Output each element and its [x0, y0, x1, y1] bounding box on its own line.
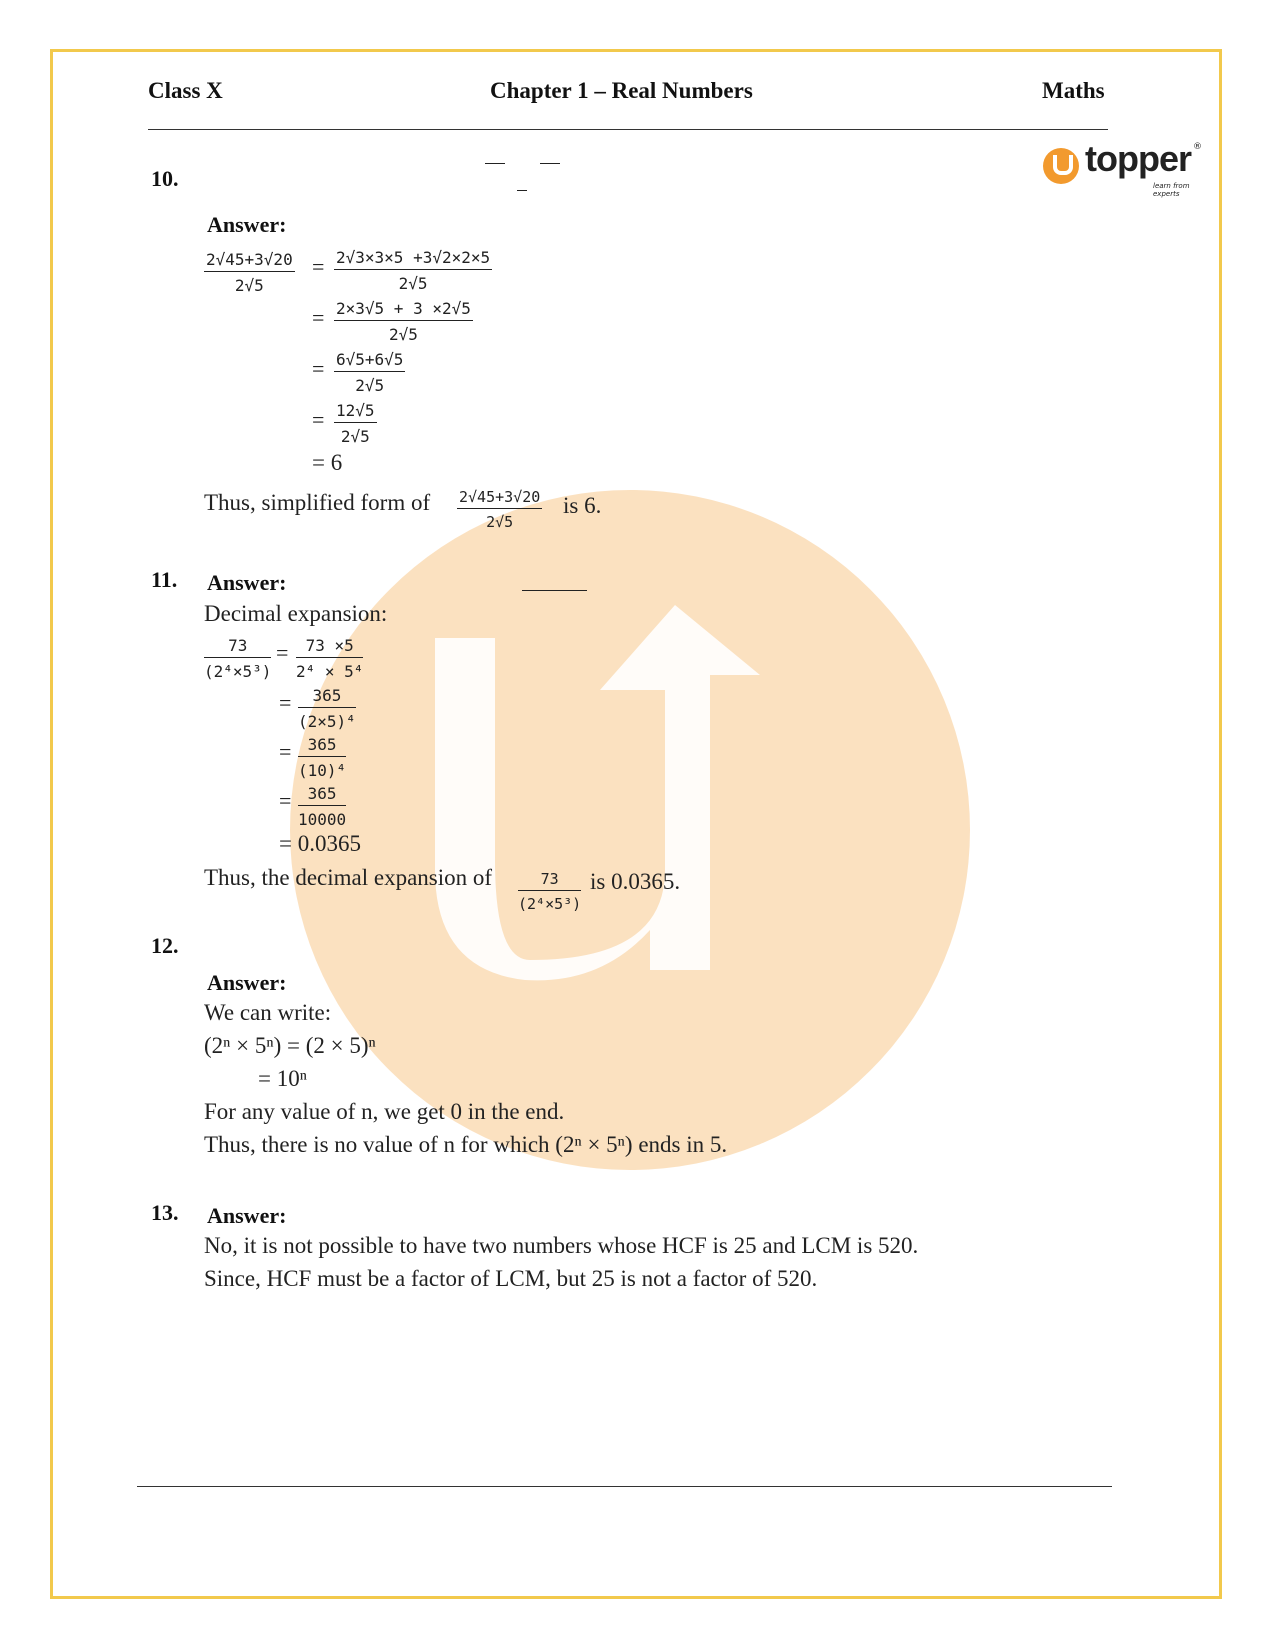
faint-dash	[540, 163, 560, 164]
q11-lhs-fraction	[204, 636, 271, 681]
equals-sign: =	[312, 254, 325, 279]
q11-step-1-num: 73 ×5	[296, 636, 363, 658]
q10-step-1	[334, 248, 492, 293]
q11-step-4-den: 10000	[298, 810, 347, 829]
q10-step-3	[334, 350, 405, 395]
q13-answer-label: Answer:	[207, 1203, 287, 1228]
q12-line-2: (2ⁿ × 5ⁿ) = (2 × 5)ⁿ	[204, 1033, 376, 1058]
q11-step-1-den: 2⁴ × 5⁴	[296, 662, 364, 681]
header-rule	[148, 129, 1108, 130]
equals-sign: =	[312, 356, 325, 381]
q10-conclusion-post: is 6.	[563, 493, 602, 518]
question-11-number: 11.	[151, 567, 178, 592]
equals-sign: =	[312, 407, 325, 432]
q13-line-2: Since, HCF must be a factor of LCM, but 25 is not a factor of 520.	[204, 1266, 818, 1291]
q10-step-4	[334, 401, 377, 446]
q11-intro: Decimal expansion:	[204, 601, 388, 626]
q11-answer-label: Answer:	[207, 570, 287, 595]
q11-conclusion-num: 73	[518, 870, 581, 891]
watermark-arrow-icon	[290, 490, 970, 1170]
topper-logo	[1043, 138, 1202, 198]
footer-rule	[137, 1486, 1112, 1487]
q10-step-4-den: 2√5	[340, 427, 370, 446]
q10-step-2	[334, 299, 473, 344]
faint-dash	[517, 190, 527, 191]
q10-step-4-num: 12√5	[334, 401, 377, 423]
equals-sign: =	[279, 739, 292, 764]
q11-step-2-den: (2×5)⁴	[298, 712, 356, 731]
q11-lhs-num: 73	[204, 636, 271, 658]
q11-conclusion-pre: Thus, the decimal expansion of	[204, 865, 493, 890]
q10-answer-label: Answer:	[207, 212, 287, 237]
q10-step-3-den: 2√5	[355, 376, 385, 395]
q11-lhs-den: (2⁴×5³)	[204, 662, 272, 681]
question-10-number: 10.	[151, 166, 179, 191]
q11-step-1	[296, 636, 363, 681]
q10-step-1-num: 2√3×3×5 +3√2×2×5	[334, 248, 492, 270]
topper-watermark	[290, 490, 970, 1170]
q10-result: = 6	[312, 450, 343, 475]
header-subject: Maths	[1042, 78, 1105, 103]
logo-registered: ®	[1193, 142, 1202, 152]
q11-step-4-num: 365	[298, 784, 346, 806]
equals-sign: =	[276, 640, 289, 665]
q11-step-3-num: 365	[298, 735, 346, 757]
q10-conclusion-fraction	[457, 488, 542, 531]
q11-step-2-num: 365	[298, 686, 356, 708]
equals-sign: =	[279, 690, 292, 715]
q10-lhs-fraction	[204, 250, 295, 295]
q11-step-3	[298, 735, 346, 780]
faint-dash	[522, 590, 587, 591]
q12-line-1: We can write:	[204, 1000, 332, 1025]
q10-conclusion-den: 2√5	[486, 513, 514, 531]
question-12-number: 12.	[151, 933, 179, 958]
q12-answer-label: Answer:	[207, 970, 287, 995]
q10-step-3-num: 6√5+6√5	[334, 350, 405, 372]
equals-sign: =	[312, 305, 325, 330]
faint-dash	[485, 163, 505, 164]
q11-step-3-den: (10)⁴	[298, 761, 347, 780]
q10-lhs-num: 2√45+3√20	[204, 250, 295, 272]
q11-step-4	[298, 784, 346, 829]
logo-text: topper	[1085, 138, 1191, 179]
q10-conclusion-num: 2√45+3√20	[457, 488, 542, 509]
q11-step-2	[298, 686, 356, 731]
question-13-number: 13.	[151, 1200, 179, 1225]
q11-conclusion-post: is 0.0365.	[590, 869, 681, 894]
header-chapter: Chapter 1 – Real Numbers	[490, 78, 753, 103]
logo-tagline: learn from experts	[1153, 182, 1190, 198]
q10-conclusion-pre: Thus, simplified form of	[204, 490, 431, 515]
q13-line-1: No, it is not possible to have two numbers whose HCF is 25 and LCM is 520.	[204, 1233, 919, 1258]
q10-step-2-den: 2√5	[388, 325, 418, 344]
header-class: Class X	[148, 78, 223, 103]
q11-conclusion-den: (2⁴×5³)	[518, 895, 582, 913]
q12-line-5: Thus, there is no value of n for which (2ⁿ × 5ⁿ) ends in 5.	[204, 1132, 728, 1157]
q11-result: = 0.0365	[279, 831, 361, 856]
equals-sign: =	[279, 788, 292, 813]
q12-line-4: For any value of n, we get 0 in the end.	[204, 1099, 565, 1124]
q10-lhs-den: 2√5	[234, 276, 264, 295]
q10-step-1-den: 2√5	[398, 274, 428, 293]
q11-conclusion-fraction	[518, 870, 581, 913]
logo-u-icon	[1043, 148, 1079, 184]
q10-step-2-num: 2×3√5 + 3 ×2√5	[334, 299, 473, 321]
q12-line-3: = 10ⁿ	[258, 1066, 307, 1091]
